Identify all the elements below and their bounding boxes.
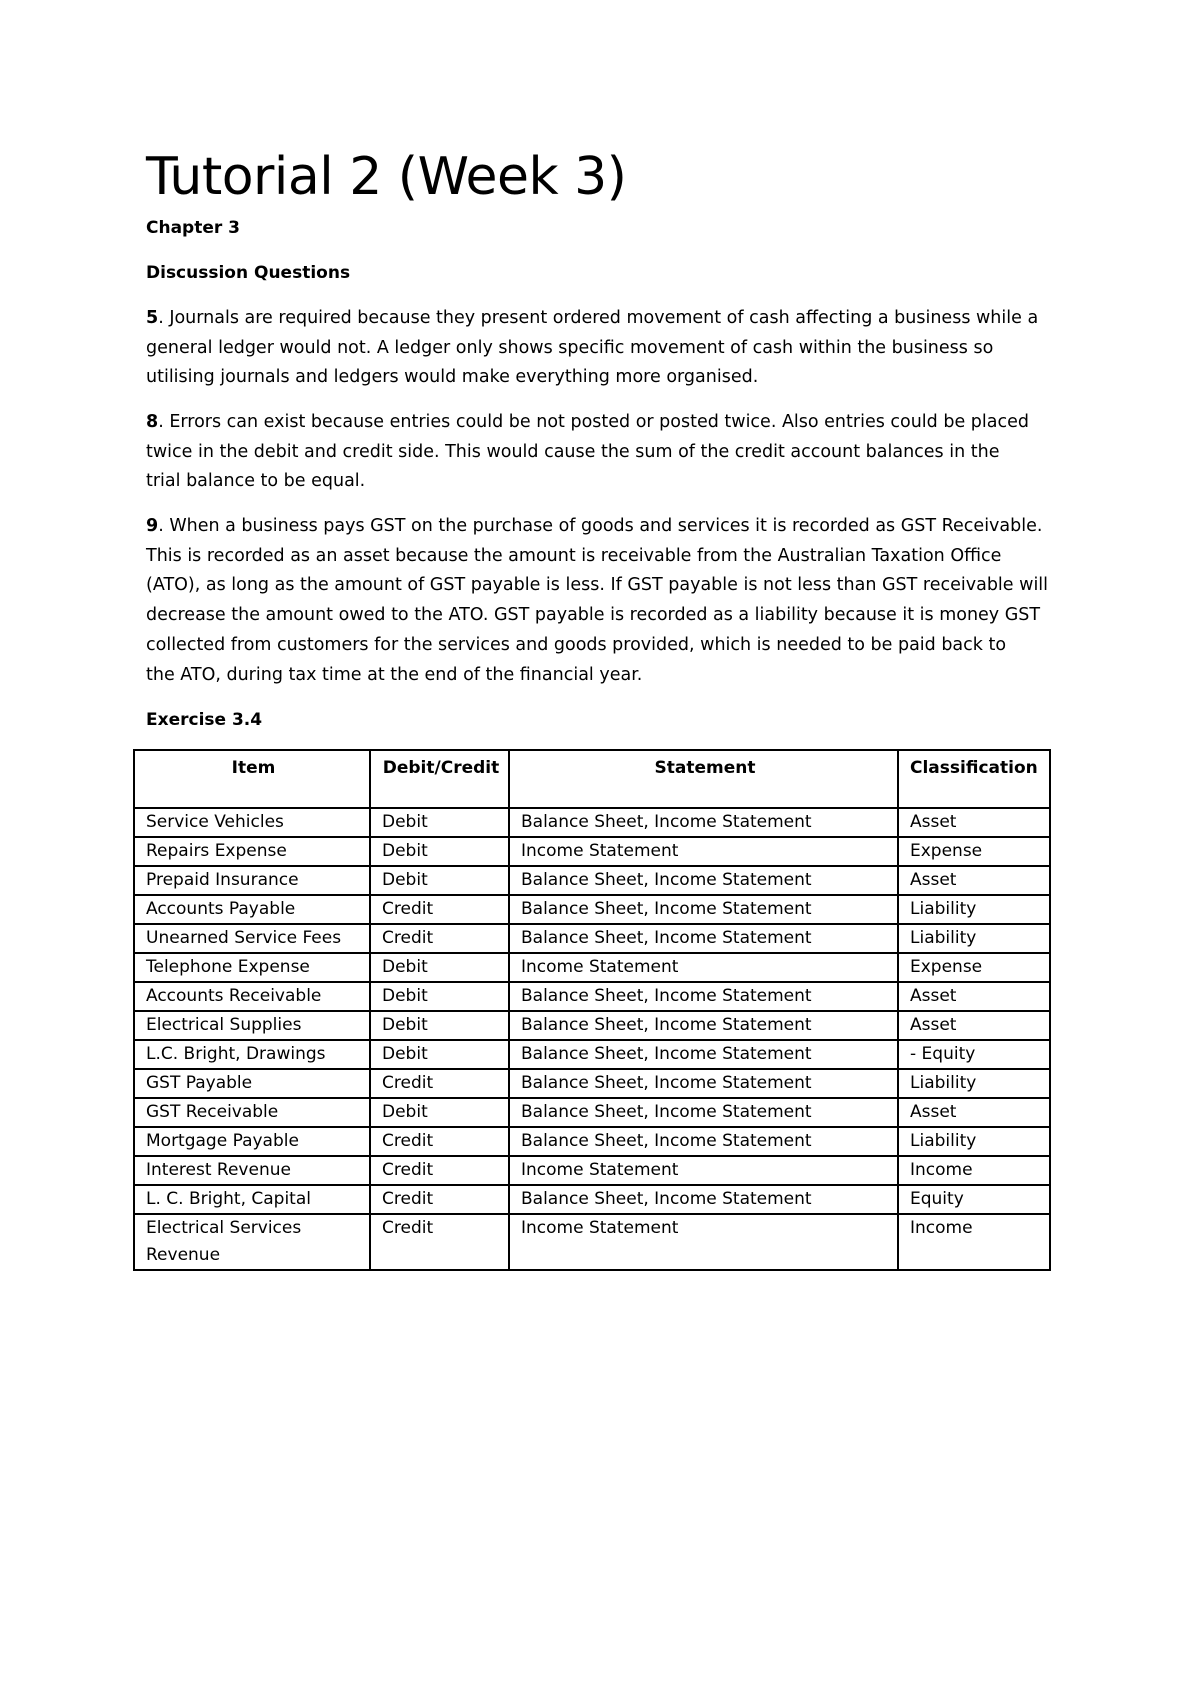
table-header-row [134,750,1050,808]
cell-item: Telephone Expense [134,953,370,982]
table-row [134,1185,1050,1214]
cell-statement: Balance Sheet, Income Statement [509,1185,898,1214]
cell-item: Service Vehicles [134,808,370,837]
table-row [134,1011,1050,1040]
paragraph-line: 5. Journals are required because they present ordered movement of cash affecting a business while a [146,308,1039,328]
cell-item: Electrical Supplies [134,1011,370,1040]
cell-item: Interest Revenue [134,1156,370,1185]
cell-item: L.C. Bright, Drawings [134,1040,370,1069]
cell-statement: Income Statement [509,953,898,982]
cell-item: Prepaid Insurance [134,866,370,895]
answer-paragraph-5 [146,304,1066,393]
table-row [134,1098,1050,1127]
cell-debit-credit: Debit [370,837,509,866]
paragraph-line: trial balance to be equal. [146,471,366,492]
cell-statement: Balance Sheet, Income Statement [509,808,898,837]
cell-statement: Balance Sheet, Income Statement [509,1069,898,1098]
table-row [134,808,1050,837]
cell-classification: Asset [898,808,1050,837]
exercise-table [133,749,1051,1271]
cell-item: Accounts Receivable [134,982,370,1011]
cell-debit-credit: Debit [370,1011,509,1040]
cell-item: Electrical Services Revenue [134,1214,370,1270]
cell-classification: Asset [898,1011,1050,1040]
cell-statement: Balance Sheet, Income Statement [509,866,898,895]
header-statement: Statement [509,750,898,808]
cell-classification: - Equity [898,1040,1050,1069]
cell-statement: Balance Sheet, Income Statement [509,982,898,1011]
table-row [134,982,1050,1011]
cell-classification: Expense [898,953,1050,982]
cell-debit-credit: Credit [370,1185,509,1214]
cell-item: GST Receivable [134,1098,370,1127]
cell-classification: Income [898,1156,1050,1185]
table-row [134,895,1050,924]
cell-debit-credit: Credit [370,1156,509,1185]
header-debit-credit: Debit/Credit [370,750,509,808]
paragraph-line: 9. When a business pays GST on the purchase of goods and services it is recorded as GST Receivable. [146,516,1043,536]
cell-classification: Income [898,1214,1050,1270]
cell-statement: Balance Sheet, Income Statement [509,1011,898,1040]
cell-item: Repairs Expense [134,837,370,866]
cell-item: L. C. Bright, Capital [134,1185,370,1214]
cell-statement: Balance Sheet, Income Statement [509,1098,898,1127]
cell-debit-credit: Credit [370,1127,509,1156]
answer-paragraph-8 [146,408,1066,497]
page-title: Tutorial 2 (Week 3) [146,147,627,207]
cell-item: Unearned Service Fees [134,924,370,953]
cell-classification: Liability [898,895,1050,924]
paragraph-line: decrease the amount owed to the ATO. GST payable is recorded as a liability because it is money GST [146,605,1041,626]
table-row [134,924,1050,953]
cell-debit-credit: Debit [370,808,509,837]
cell-classification: Liability [898,1069,1050,1098]
paragraph-line: utilising journals and ledgers would make everything more organised. [146,367,759,388]
chapter-heading: Chapter 3 [146,218,241,238]
question-number: 8 [146,412,159,432]
cell-classification: Asset [898,982,1050,1011]
paragraph-line: This is recorded as an asset because the amount is receivable from the Australian Taxation Office [146,545,1002,566]
cell-statement: Income Statement [509,837,898,866]
cell-item: GST Payable [134,1069,370,1098]
cell-classification: Asset [898,866,1050,895]
cell-statement: Income Statement [509,1214,898,1270]
table-row [134,1127,1050,1156]
paragraph-line: (ATO), as long as the amount of GST payable is less. If GST payable is not less than GST receivable will [146,575,1049,596]
table-row [134,1040,1050,1069]
table-row [134,953,1050,982]
table-body [134,808,1050,1270]
cell-debit-credit: Debit [370,982,509,1011]
table-row [134,1214,1050,1270]
paragraph-line: twice in the debit and credit side. This would cause the sum of the credit account balances in the [146,441,1000,462]
paragraph-line: general ledger would not. A ledger only shows specific movement of cash within the business so [146,337,994,358]
cell-debit-credit: Debit [370,1040,509,1069]
cell-debit-credit: Credit [370,924,509,953]
cell-statement: Income Statement [509,1156,898,1185]
cell-item: Mortgage Payable [134,1127,370,1156]
answer-paragraph-9 [146,512,1066,690]
table-row [134,1069,1050,1098]
question-number: 9 [146,516,159,536]
cell-statement: Balance Sheet, Income Statement [509,895,898,924]
cell-debit-credit: Debit [370,1098,509,1127]
cell-debit-credit: Debit [370,866,509,895]
table-row [134,837,1050,866]
cell-classification: Liability [898,924,1050,953]
exercise-heading: Exercise 3.4 [146,710,263,730]
header-item: Item [134,750,370,808]
paragraph-line: 8. Errors can exist because entries could be not posted or posted twice. Also entries could be placed [146,412,1029,432]
paragraph-line: collected from customers for the services and goods provided, which is needed to be paid back to [146,634,1007,655]
cell-item: Accounts Payable [134,895,370,924]
table-row [134,1156,1050,1185]
cell-debit-credit: Credit [370,895,509,924]
cell-classification: Liability [898,1127,1050,1156]
cell-classification: Asset [898,1098,1050,1127]
discussion-questions-heading: Discussion Questions [146,263,351,283]
cell-classification: Equity [898,1185,1050,1214]
question-number: 5 [146,308,159,328]
cell-debit-credit: Credit [370,1069,509,1098]
table-row [134,866,1050,895]
cell-debit-credit: Debit [370,953,509,982]
cell-statement: Balance Sheet, Income Statement [509,924,898,953]
cell-statement: Balance Sheet, Income Statement [509,1040,898,1069]
paragraph-line: the ATO, during tax time at the end of the financial year. [146,664,643,685]
header-classification: Classification [898,750,1050,808]
cell-classification: Expense [898,837,1050,866]
cell-statement: Balance Sheet, Income Statement [509,1127,898,1156]
cell-debit-credit: Credit [370,1214,509,1270]
